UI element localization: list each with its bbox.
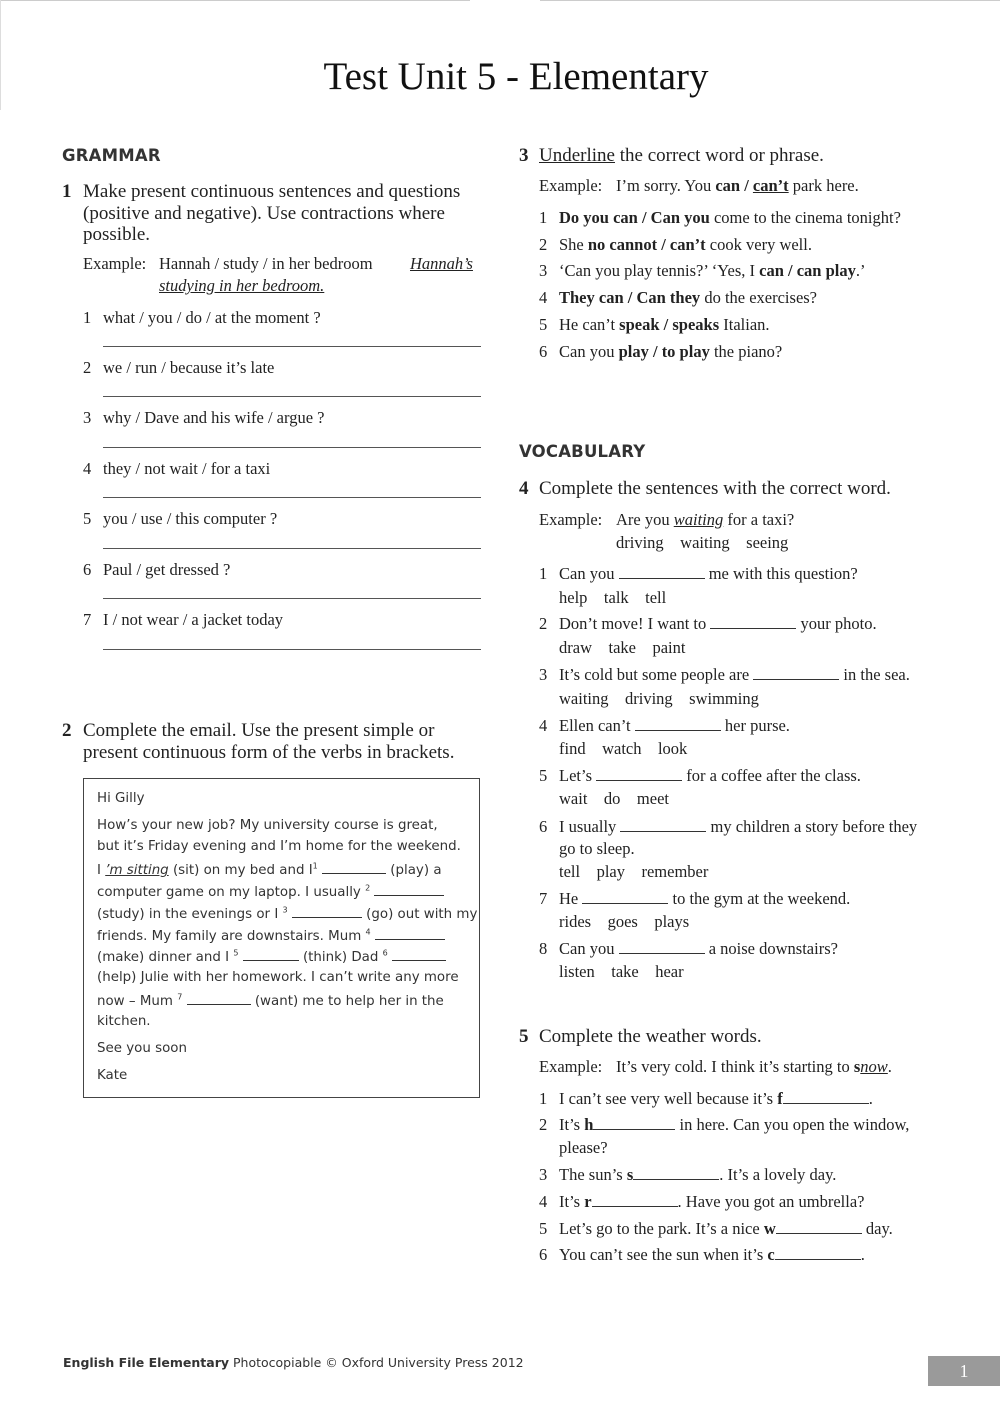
q4-number: 4	[519, 478, 529, 499]
q5-instructions: Complete the weather words.	[539, 1026, 762, 1047]
q1-example-prompt: Hannah / study / in her bedroom	[159, 254, 373, 273]
email-greeting: Hi Gilly	[97, 791, 145, 806]
q1-answer-line-7[interactable]	[103, 649, 481, 650]
q4-options: wait do meet	[559, 789, 669, 808]
q4-blank[interactable]	[620, 817, 706, 832]
email-blank-2[interactable]	[374, 883, 444, 896]
q2-instructions: Complete the email. Use the present simple or present continuous form of the verbs in brackets.	[83, 720, 455, 763]
email-line: (help) Julie with her homework. I can’t write any more	[97, 970, 459, 985]
q2-number: 2	[62, 720, 72, 741]
email-line: I ’m sitting (sit) on my bed and $I^1$ (play) a	[97, 861, 442, 878]
q4-blank[interactable]	[710, 614, 796, 629]
q5-number: 5	[519, 1026, 529, 1047]
q4-blank[interactable]	[596, 766, 682, 781]
page-number: 1	[928, 1356, 1000, 1386]
email-example-answer: ’m sitting	[105, 863, 169, 878]
q5-blank[interactable]	[592, 1192, 678, 1207]
q4-options: help talk tell	[559, 588, 667, 607]
q4-blank[interactable]	[753, 665, 839, 680]
q5-example: It’s very cold. I think it’s starting to snow.	[616, 1057, 892, 1076]
email-blank-6[interactable]	[392, 948, 446, 961]
email-blank-3[interactable]	[292, 905, 362, 918]
q5-blank[interactable]	[593, 1115, 675, 1130]
email-closing: See you soon	[97, 1041, 187, 1056]
q1-example-label: Example:	[83, 254, 147, 273]
q1-example-answer-cont: studying in her bedroom.	[159, 276, 325, 295]
q3-example-label: Example:	[539, 176, 603, 195]
q4-options: listen take hear	[559, 962, 684, 981]
q4-instructions: Complete the sentences with the correct word.	[539, 478, 891, 499]
q3-example: I’m sorry. You can / can’t park here.	[616, 176, 859, 195]
q4-options: waiting driving swimming	[559, 689, 759, 708]
q5-blank[interactable]	[775, 1245, 861, 1260]
q4-options: find watch look	[559, 739, 688, 758]
q1-answer-line-4[interactable]	[103, 497, 481, 498]
q5-blank[interactable]	[776, 1219, 862, 1234]
q5-blank[interactable]	[633, 1165, 719, 1180]
page-title: Test Unit 5 - Elementary	[323, 55, 709, 98]
q1-example-answer: Hannah’s	[410, 254, 473, 273]
q1-answer-line-1[interactable]	[103, 346, 481, 347]
q1-answer-line-3[interactable]	[103, 447, 481, 448]
email-line: How’s your new job? My university course is great,	[97, 818, 438, 833]
q1-instructions: Make present continuous sentences and questions (positive and negative). Use contractions where possible.	[83, 181, 461, 245]
grammar-heading: GRAMMAR	[62, 146, 161, 165]
q1-answer-line-2[interactable]	[103, 396, 481, 397]
email-blank-7[interactable]	[187, 992, 251, 1005]
q4-options: tell play remember	[559, 862, 709, 881]
q4-example: Are you waiting for a taxi?	[616, 510, 795, 529]
email-line: now – Mum $^7$ (want) me to help her in the	[97, 992, 444, 1009]
q5-example-label: Example:	[539, 1057, 603, 1076]
email-blank-5[interactable]	[243, 948, 299, 961]
email-line: computer game on my laptop. I usually $^2$	[97, 883, 444, 900]
q4-options: rides goes plays	[559, 912, 690, 931]
email-blank-4[interactable]	[375, 927, 445, 940]
q4-blank[interactable]	[582, 889, 668, 904]
q1-number: 1	[62, 181, 72, 202]
q4-blank[interactable]	[619, 939, 705, 954]
q4-blank[interactable]	[635, 716, 721, 731]
q1-answer-line-5[interactable]	[103, 548, 481, 549]
email-line: kitchen.	[97, 1014, 151, 1029]
email-line: (study) in the evenings or I $^3$ (go) out with my	[97, 905, 478, 922]
vocabulary-heading: VOCABULARY	[519, 442, 646, 461]
q5-blank[interactable]	[783, 1089, 869, 1104]
q4-blank[interactable]	[619, 564, 705, 579]
q4-example-options: driving waiting seeing	[616, 533, 789, 552]
email-line: (make) dinner and I $^5$ (think) Dad $^6$	[97, 948, 446, 965]
q3-number: 3	[519, 145, 529, 166]
q3-instructions: Underline the correct word or phrase.	[539, 145, 824, 166]
q1-answer-line-6[interactable]	[103, 598, 481, 599]
email-line: friends. My family are downstairs. Mum $^4$	[97, 927, 445, 944]
email-line: but it’s Friday evening and I’m home for the weekend.	[97, 839, 461, 854]
q4-example-label: Example:	[539, 510, 603, 529]
email-blank-1[interactable]	[322, 861, 386, 874]
q4-options: draw take paint	[559, 638, 686, 657]
email-signature: Kate	[97, 1068, 128, 1083]
footer-copyright: English File Elementary Photocopiable © Oxford University Press 2012	[63, 1355, 524, 1370]
